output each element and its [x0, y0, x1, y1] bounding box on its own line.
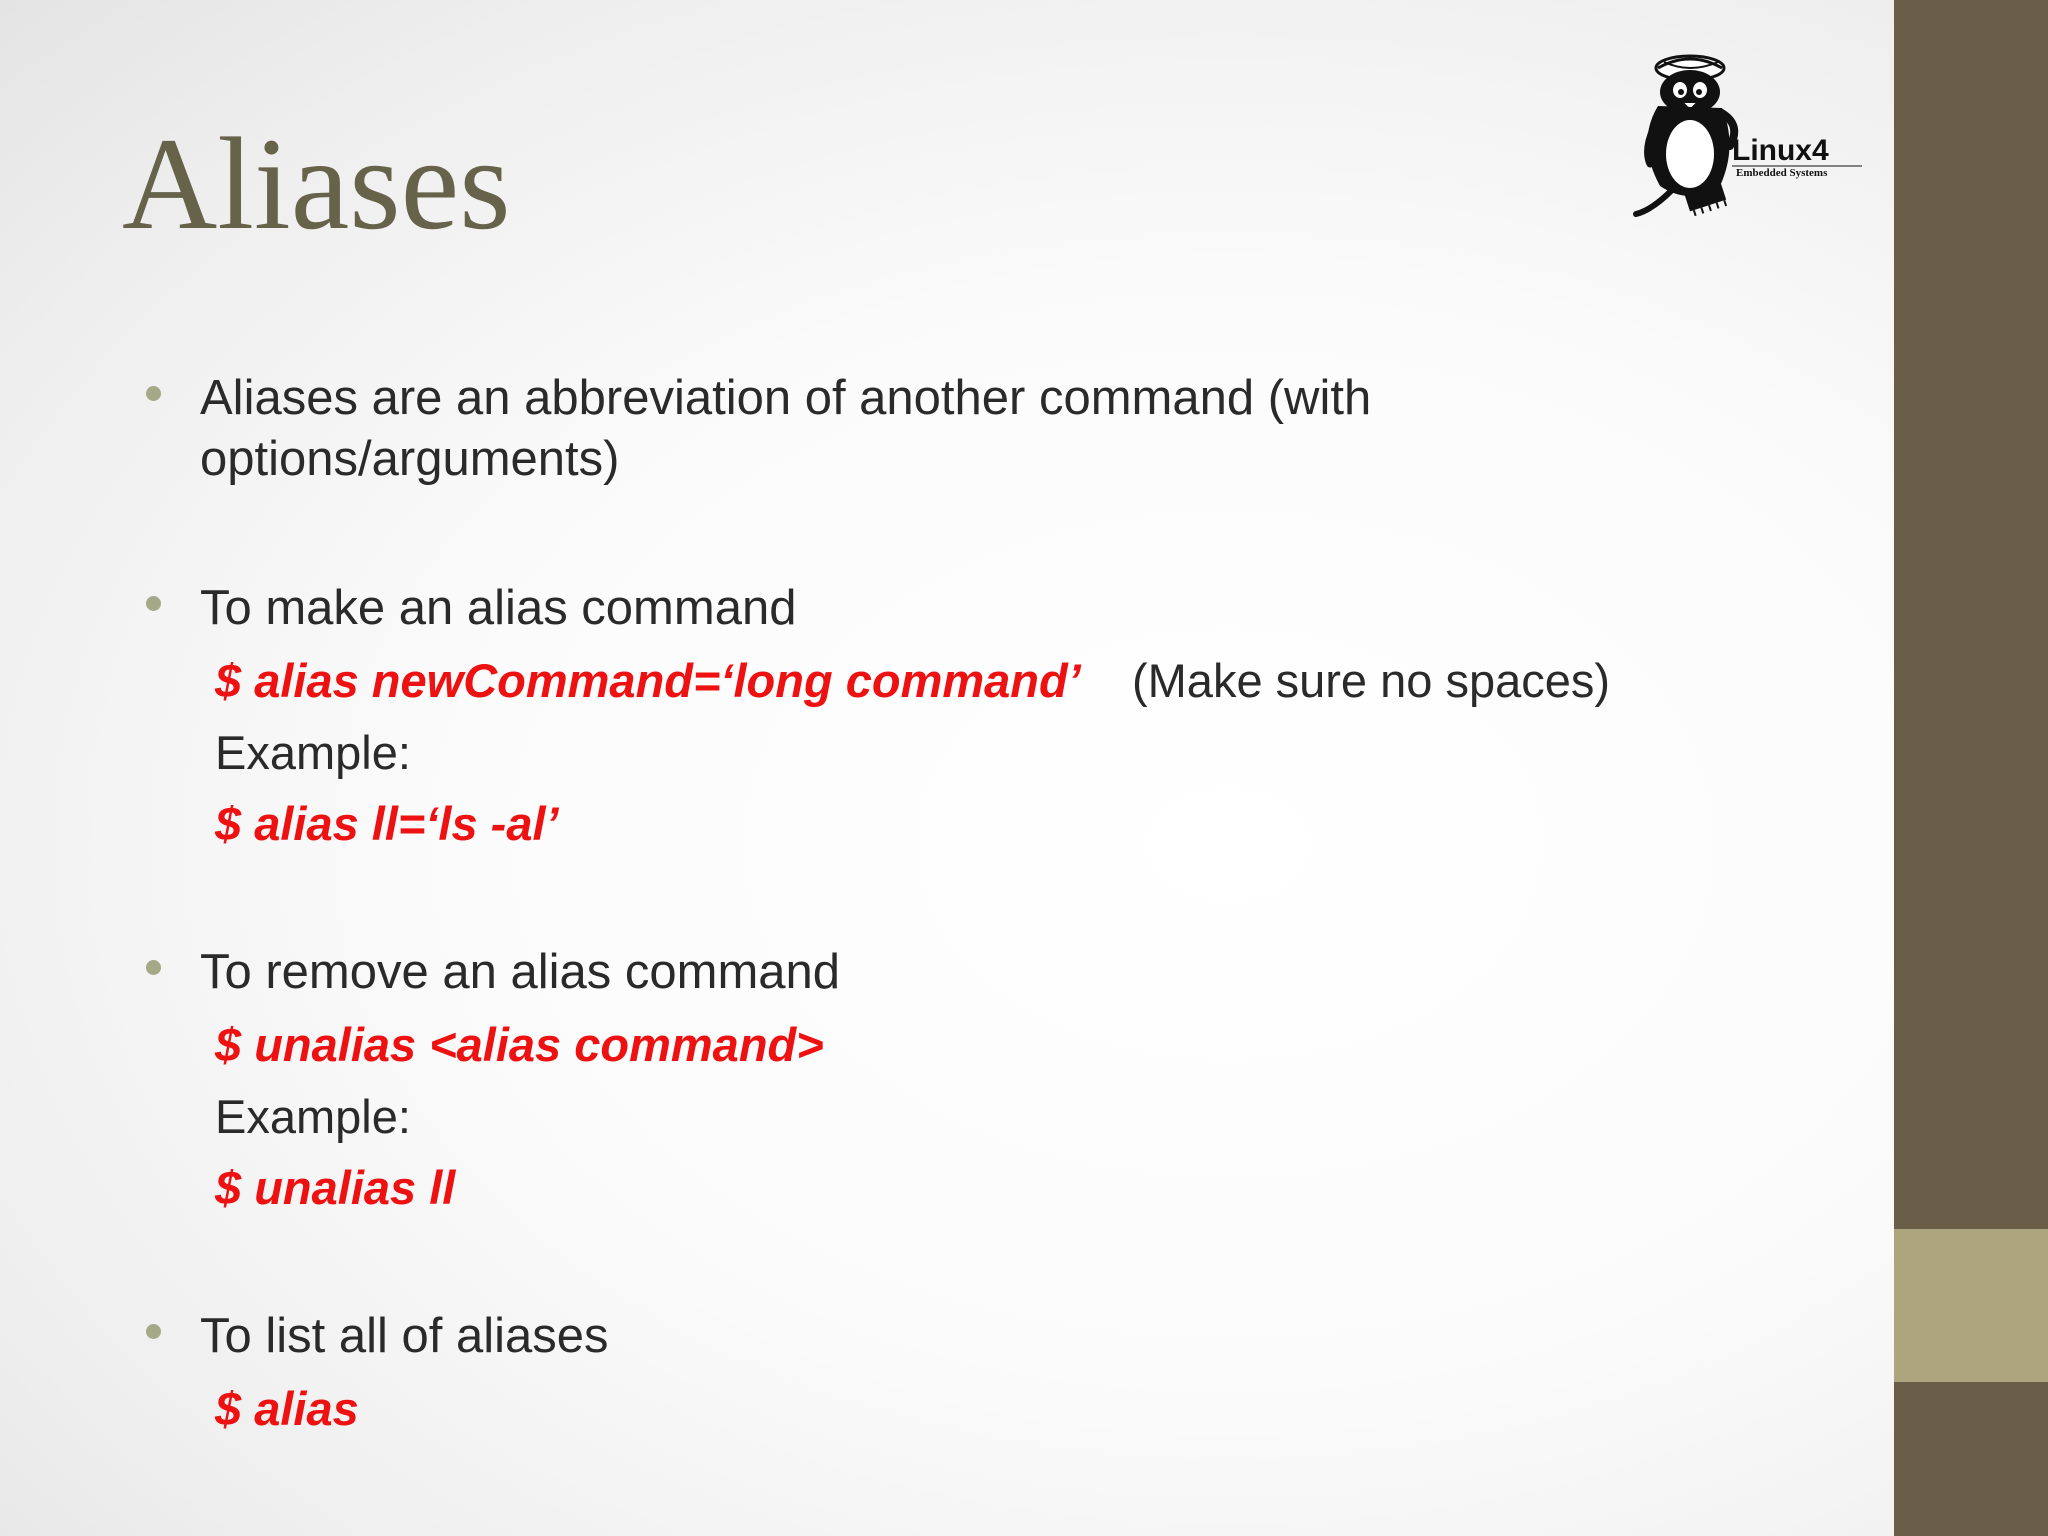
bullet-text: Aliases are an abbreviation of another command (with options/arguments) — [200, 371, 1372, 486]
side-bar-accent — [1894, 1229, 2048, 1382]
bullet-text: To list all of aliases — [200, 1309, 609, 1363]
bullet-dot — [146, 1324, 161, 1339]
alias-syntax: $ alias newCommand=‘long command’ — [215, 654, 1081, 707]
unalias-example: $ unalias ll — [215, 1161, 456, 1214]
slide-title: Aliases — [122, 110, 511, 257]
bullet-dot — [146, 596, 161, 611]
linux4-logo — [1622, 46, 1868, 226]
alias-example: $ alias ll=‘ls -al’ — [215, 797, 559, 850]
list-alias-syntax: $ alias — [215, 1382, 359, 1435]
logo-text-sub: Embedded Systems — [1736, 167, 1828, 179]
bullet-dot — [146, 386, 161, 401]
bullet-text: To make an alias command — [200, 581, 797, 635]
example-label: Example: — [215, 726, 411, 779]
logo-text-main: Linux4 — [1732, 134, 1829, 167]
bullet-text: To remove an alias command — [200, 945, 841, 999]
bullet-dot — [146, 960, 161, 975]
example-label: Example: — [215, 1090, 411, 1143]
unalias-syntax: $ unalias <alias command> — [215, 1018, 824, 1071]
alias-note: (Make sure no spaces) — [1132, 654, 1611, 707]
